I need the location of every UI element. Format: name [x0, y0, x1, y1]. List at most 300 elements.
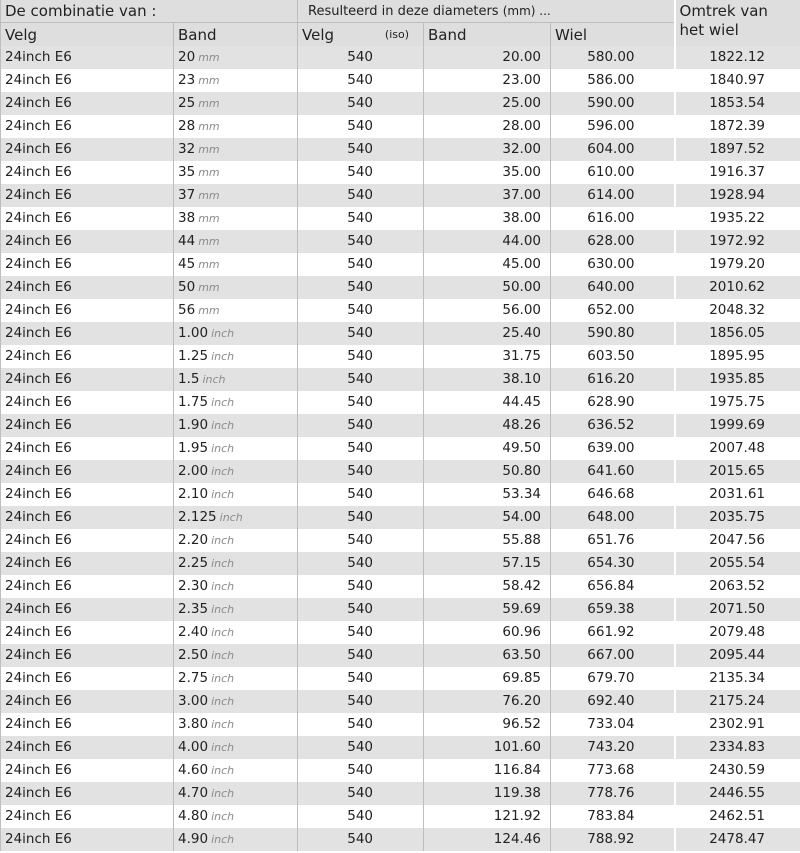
tire-mm-cell: 48.26 [424, 414, 551, 437]
table-row [1, 598, 800, 621]
table-row [1, 46, 800, 69]
rim-cell: 24inch E6 [1, 667, 174, 690]
rim-iso-column-header [298, 23, 424, 47]
wheel-cell: 616.00 [551, 207, 675, 230]
circumference-cell: 2175.24 [675, 690, 800, 713]
tire-cell [174, 644, 298, 667]
table-row [1, 161, 800, 184]
table-row [1, 690, 800, 713]
circumference-cell: 2055.54 [675, 552, 800, 575]
iso-cell: 540 [298, 690, 424, 713]
iso-cell: 540 [298, 575, 424, 598]
wheel-cell: 788.92 [551, 828, 675, 851]
table-row [1, 621, 800, 644]
iso-cell: 540 [298, 805, 424, 828]
circumference-cell: 1895.95 [675, 345, 800, 368]
tire-size: 35 [178, 164, 196, 180]
table-row [1, 805, 800, 828]
tire-unit: mm [198, 51, 220, 64]
rim-cell: 24inch E6 [1, 207, 174, 230]
tire-cell [174, 276, 298, 299]
tire-cell [174, 598, 298, 621]
tire-mm-cell: 23.00 [424, 69, 551, 92]
rim-cell: 24inch E6 [1, 414, 174, 437]
tire-size: 56 [178, 302, 196, 318]
tire-cell [174, 552, 298, 575]
rim-cell: 24inch E6 [1, 253, 174, 276]
tire-cell [174, 230, 298, 253]
circumference-cell: 2095.44 [675, 644, 800, 667]
iso-cell: 540 [298, 437, 424, 460]
wheel-cell: 614.00 [551, 184, 675, 207]
tire-size: 23 [178, 72, 196, 88]
iso-cell: 540 [298, 299, 424, 322]
iso-cell: 540 [298, 552, 424, 575]
circumference-cell: 1916.37 [675, 161, 800, 184]
circumference-cell: 1999.69 [675, 414, 800, 437]
iso-cell: 540 [298, 368, 424, 391]
iso-cell: 540 [298, 414, 424, 437]
circumference-cell: 1853.54 [675, 92, 800, 115]
tire-mm-cell: 50.00 [424, 276, 551, 299]
circumference-cell: 1872.39 [675, 115, 800, 138]
table-row [1, 644, 800, 667]
result-heading [298, 0, 675, 23]
rim-cell: 24inch E6 [1, 115, 174, 138]
rim-cell: 24inch E6 [1, 299, 174, 322]
tire-cell [174, 805, 298, 828]
circumference-cell: 2334.83 [675, 736, 800, 759]
table-row [1, 138, 800, 161]
iso-cell: 540 [298, 828, 424, 851]
wheel-cell: 639.00 [551, 437, 675, 460]
wheel-cell: 636.52 [551, 414, 675, 437]
wheel-cell: 628.00 [551, 230, 675, 253]
rim-cell: 24inch E6 [1, 575, 174, 598]
tire-unit: inch [202, 373, 226, 386]
combination-heading: De combinatie van : [1, 0, 298, 23]
wheel-cell: 679.70 [551, 667, 675, 690]
wheel-cell: 648.00 [551, 506, 675, 529]
circumference-heading [675, 0, 800, 46]
rim-cell: 24inch E6 [1, 368, 174, 391]
wheel-cell: 743.20 [551, 736, 675, 759]
tire-size: 2.75 [178, 670, 209, 686]
tire-mm-cell: 57.15 [424, 552, 551, 575]
circumference-cell: 2446.55 [675, 782, 800, 805]
iso-cell: 540 [298, 92, 424, 115]
table-row [1, 184, 800, 207]
tire-size: 37 [178, 187, 196, 203]
tire-size: 2.00 [178, 463, 209, 479]
rim-cell: 24inch E6 [1, 391, 174, 414]
tire-unit: inch [211, 764, 235, 777]
wheel-cell: 652.00 [551, 299, 675, 322]
iso-cell: 540 [298, 276, 424, 299]
tire-mm-cell: 121.92 [424, 805, 551, 828]
tire-size: 2.50 [178, 647, 209, 663]
wheel-cell: 616.20 [551, 368, 675, 391]
tire-size: 25 [178, 95, 196, 111]
table-row [1, 69, 800, 92]
tire-mm-cell: 44.00 [424, 230, 551, 253]
tire-mm-cell: 20.00 [424, 46, 551, 69]
iso-cell: 540 [298, 644, 424, 667]
tire-size: 50 [178, 279, 196, 295]
tire-unit: inch [211, 557, 235, 570]
table-row [1, 92, 800, 115]
tire-size: 3.80 [178, 716, 209, 732]
circumference-cell: 2135.34 [675, 667, 800, 690]
table-row [1, 759, 800, 782]
tire-unit: inch [211, 626, 235, 639]
iso-cell: 540 [298, 667, 424, 690]
tire-size: 4.00 [178, 739, 209, 755]
tire-mm-cell: 25.00 [424, 92, 551, 115]
table-row [1, 667, 800, 690]
wheel-cell: 659.38 [551, 598, 675, 621]
rim-cell: 24inch E6 [1, 69, 174, 92]
circumference-cell: 1972.92 [675, 230, 800, 253]
tire-size: 2.10 [178, 486, 209, 502]
tire-cell [174, 437, 298, 460]
tire-size: 20 [178, 49, 196, 65]
tire-mm-cell: 38.00 [424, 207, 551, 230]
circumference-cell: 2031.61 [675, 483, 800, 506]
tire-mm-cell: 69.85 [424, 667, 551, 690]
iso-cell: 540 [298, 391, 424, 414]
table-row [1, 782, 800, 805]
iso-cell: 540 [298, 253, 424, 276]
table-row [1, 253, 800, 276]
table-row [1, 391, 800, 414]
wheel-cell: 580.00 [551, 46, 675, 69]
rim-cell: 24inch E6 [1, 437, 174, 460]
wheel-cell: 596.00 [551, 115, 675, 138]
rim-cell: 24inch E6 [1, 46, 174, 69]
circumference-cell: 1975.75 [675, 391, 800, 414]
tire-size: 4.80 [178, 808, 209, 824]
tire-size: 45 [178, 256, 196, 272]
tire-mm-cell: 96.52 [424, 713, 551, 736]
table-row [1, 345, 800, 368]
wheel-cell: 604.00 [551, 138, 675, 161]
circumference-cell: 1935.85 [675, 368, 800, 391]
tire-unit: inch [211, 741, 235, 754]
tire-mm-cell: 49.50 [424, 437, 551, 460]
wheel-cell: 590.80 [551, 322, 675, 345]
circumference-cell: 2035.75 [675, 506, 800, 529]
tire-unit: inch [211, 327, 235, 340]
tire-cell [174, 46, 298, 69]
wheel-cell: 628.90 [551, 391, 675, 414]
tire-mm-cell: 63.50 [424, 644, 551, 667]
tire-unit: inch [211, 603, 235, 616]
tire-cell [174, 345, 298, 368]
wheel-column-header: Wiel [551, 23, 675, 47]
table-row [1, 552, 800, 575]
table-row [1, 414, 800, 437]
result-heading-unit: (mm) ... [502, 3, 551, 18]
wheel-cell: 610.00 [551, 161, 675, 184]
tire-mm-cell: 31.75 [424, 345, 551, 368]
table-row [1, 460, 800, 483]
tire-cell [174, 299, 298, 322]
wheel-cell: 590.00 [551, 92, 675, 115]
rim-cell: 24inch E6 [1, 161, 174, 184]
rim-cell: 24inch E6 [1, 138, 174, 161]
rim-cell: 24inch E6 [1, 184, 174, 207]
tire-cell [174, 828, 298, 851]
wheel-cell: 586.00 [551, 69, 675, 92]
rim-cell: 24inch E6 [1, 621, 174, 644]
tire-unit: inch [211, 810, 235, 823]
tire-cell [174, 184, 298, 207]
table-row [1, 437, 800, 460]
tire-mm-cell: 59.69 [424, 598, 551, 621]
tire-size: 1.25 [178, 348, 209, 364]
iso-cell: 540 [298, 322, 424, 345]
rim-cell: 24inch E6 [1, 322, 174, 345]
table-row [1, 828, 800, 851]
circumference-cell: 1935.22 [675, 207, 800, 230]
tire-mm-cell: 25.40 [424, 322, 551, 345]
rim-cell: 24inch E6 [1, 529, 174, 552]
circumference-cell: 2430.59 [675, 759, 800, 782]
iso-cell: 540 [298, 69, 424, 92]
tire-mm-cell: 55.88 [424, 529, 551, 552]
circumference-cell: 2047.56 [675, 529, 800, 552]
rim-cell: 24inch E6 [1, 713, 174, 736]
rim-cell: 24inch E6 [1, 92, 174, 115]
tire-unit: inch [211, 534, 235, 547]
tire-unit: inch [219, 511, 243, 524]
rim-cell: 24inch E6 [1, 345, 174, 368]
rim-cell: 24inch E6 [1, 230, 174, 253]
tire-mm-cell: 32.00 [424, 138, 551, 161]
circumference-cell: 2015.65 [675, 460, 800, 483]
tire-size: 2.30 [178, 578, 209, 594]
tire-mm-cell: 45.00 [424, 253, 551, 276]
tire-cell [174, 483, 298, 506]
tire-size: 28 [178, 118, 196, 134]
tire-unit: inch [211, 649, 235, 662]
rim-cell: 24inch E6 [1, 805, 174, 828]
tire-mm-cell: 28.00 [424, 115, 551, 138]
tire-cell [174, 207, 298, 230]
table-row [1, 276, 800, 299]
tire-unit: mm [198, 97, 220, 110]
wheel-cell: 630.00 [551, 253, 675, 276]
table-row [1, 483, 800, 506]
tire-unit: mm [198, 120, 220, 133]
tire-size: 1.90 [178, 417, 209, 433]
tire-cell [174, 575, 298, 598]
tire-unit: inch [211, 695, 235, 708]
tire-mm-cell: 56.00 [424, 299, 551, 322]
table-row [1, 368, 800, 391]
iso-cell: 540 [298, 207, 424, 230]
iso-cell: 540 [298, 115, 424, 138]
tire-unit: inch [211, 787, 235, 800]
tire-cell [174, 667, 298, 690]
iso-cell: 540 [298, 345, 424, 368]
tire-size: 2.25 [178, 555, 209, 571]
tire-unit: inch [211, 488, 235, 501]
wheel-cell: 656.84 [551, 575, 675, 598]
tire-unit: mm [198, 74, 220, 87]
tire-size: 4.90 [178, 831, 209, 847]
rim-cell: 24inch E6 [1, 460, 174, 483]
tire-unit: mm [198, 166, 220, 179]
tire-mm-cell: 50.80 [424, 460, 551, 483]
table-row [1, 322, 800, 345]
tire-unit: mm [198, 212, 220, 225]
tire-size: 3.00 [178, 693, 209, 709]
tire-cell [174, 736, 298, 759]
iso-cell: 540 [298, 736, 424, 759]
tire-size: 1.5 [178, 371, 200, 387]
rim-cell: 24inch E6 [1, 598, 174, 621]
tire-unit: mm [198, 143, 220, 156]
tire-size: 2.20 [178, 532, 209, 548]
tire-unit: inch [211, 396, 235, 409]
circumference-cell: 2007.48 [675, 437, 800, 460]
table-row [1, 115, 800, 138]
circumference-cell: 2302.91 [675, 713, 800, 736]
circumference-cell: 1979.20 [675, 253, 800, 276]
tire-mm-column-header: Band [424, 23, 551, 47]
tire-size: 38 [178, 210, 196, 226]
rim-cell: 24inch E6 [1, 782, 174, 805]
tire-mm-cell: 35.00 [424, 161, 551, 184]
wheel-cell: 651.76 [551, 529, 675, 552]
table-row [1, 230, 800, 253]
tire-size: 32 [178, 141, 196, 157]
wheel-cell: 654.30 [551, 552, 675, 575]
tire-size: 2.40 [178, 624, 209, 640]
circumference-cell: 1928.94 [675, 184, 800, 207]
tire-size: 1.00 [178, 325, 209, 341]
table-row [1, 529, 800, 552]
tire-size: 4.60 [178, 762, 209, 778]
iso-cell: 540 [298, 460, 424, 483]
rim-column-header: Velg [1, 23, 174, 47]
iso-cell: 540 [298, 138, 424, 161]
tire-unit: mm [198, 235, 220, 248]
tire-cell [174, 115, 298, 138]
circumference-cell: 2071.50 [675, 598, 800, 621]
tire-mm-cell: 53.34 [424, 483, 551, 506]
tire-mm-cell: 124.46 [424, 828, 551, 851]
tire-cell [174, 414, 298, 437]
wheel-cell: 603.50 [551, 345, 675, 368]
table-row [1, 207, 800, 230]
tire-cell [174, 759, 298, 782]
tire-column-header: Band [174, 23, 298, 47]
circumference-cell: 1897.52 [675, 138, 800, 161]
table-row [1, 575, 800, 598]
circumference-cell: 2079.48 [675, 621, 800, 644]
tire-unit: mm [198, 304, 220, 317]
tire-cell [174, 621, 298, 644]
tire-mm-cell: 116.84 [424, 759, 551, 782]
tire-unit: inch [211, 419, 235, 432]
circumference-cell: 2048.32 [675, 299, 800, 322]
wheel-cell: 661.92 [551, 621, 675, 644]
tire-unit: mm [198, 189, 220, 202]
wheel-cell: 640.00 [551, 276, 675, 299]
tire-cell [174, 368, 298, 391]
circumference-heading-text: Omtrek van het wiel [679, 2, 768, 39]
tire-cell [174, 529, 298, 552]
tire-size: 44 [178, 233, 196, 249]
table-body [1, 46, 800, 851]
tire-cell [174, 322, 298, 345]
rim-cell: 24inch E6 [1, 552, 174, 575]
tire-mm-cell: 58.42 [424, 575, 551, 598]
tire-cell [174, 161, 298, 184]
tire-size: 1.95 [178, 440, 209, 456]
iso-cell: 540 [298, 230, 424, 253]
tire-cell [174, 713, 298, 736]
tire-unit: inch [211, 350, 235, 363]
rim-cell: 24inch E6 [1, 828, 174, 851]
rim-cell: 24inch E6 [1, 690, 174, 713]
iso-cell: 540 [298, 506, 424, 529]
tire-cell [174, 460, 298, 483]
table-row [1, 506, 800, 529]
tire-mm-cell: 44.45 [424, 391, 551, 414]
tire-unit: mm [198, 281, 220, 294]
iso-cell: 540 [298, 184, 424, 207]
rim-cell: 24inch E6 [1, 759, 174, 782]
tire-mm-cell: 119.38 [424, 782, 551, 805]
wheel-cell: 773.68 [551, 759, 675, 782]
rim-cell: 24inch E6 [1, 276, 174, 299]
tire-mm-cell: 76.20 [424, 690, 551, 713]
tire-unit: inch [211, 672, 235, 685]
wheel-cell: 733.04 [551, 713, 675, 736]
iso-cell: 540 [298, 759, 424, 782]
tire-mm-cell: 60.96 [424, 621, 551, 644]
tire-cell [174, 92, 298, 115]
circumference-cell: 2010.62 [675, 276, 800, 299]
tire-cell [174, 253, 298, 276]
tire-unit: mm [198, 258, 220, 271]
circumference-cell: 1822.12 [675, 46, 800, 69]
wheel-cell: 783.84 [551, 805, 675, 828]
tire-mm-cell: 54.00 [424, 506, 551, 529]
table-row [1, 736, 800, 759]
circumference-cell: 1840.97 [675, 69, 800, 92]
iso-cell: 540 [298, 621, 424, 644]
table-row [1, 713, 800, 736]
rim-cell: 24inch E6 [1, 483, 174, 506]
tire-size: 1.75 [178, 394, 209, 410]
circumference-cell: 2478.47 [675, 828, 800, 851]
rim-iso-label: Velg [302, 25, 335, 44]
tire-cell [174, 782, 298, 805]
tire-unit: inch [211, 442, 235, 455]
tire-unit: inch [211, 465, 235, 478]
rim-cell: 24inch E6 [1, 736, 174, 759]
tire-size: 4.70 [178, 785, 209, 801]
circumference-cell: 1856.05 [675, 322, 800, 345]
tire-size: 2.125 [178, 509, 217, 525]
circumference-cell: 2063.52 [675, 575, 800, 598]
wheel-cell: 667.00 [551, 644, 675, 667]
